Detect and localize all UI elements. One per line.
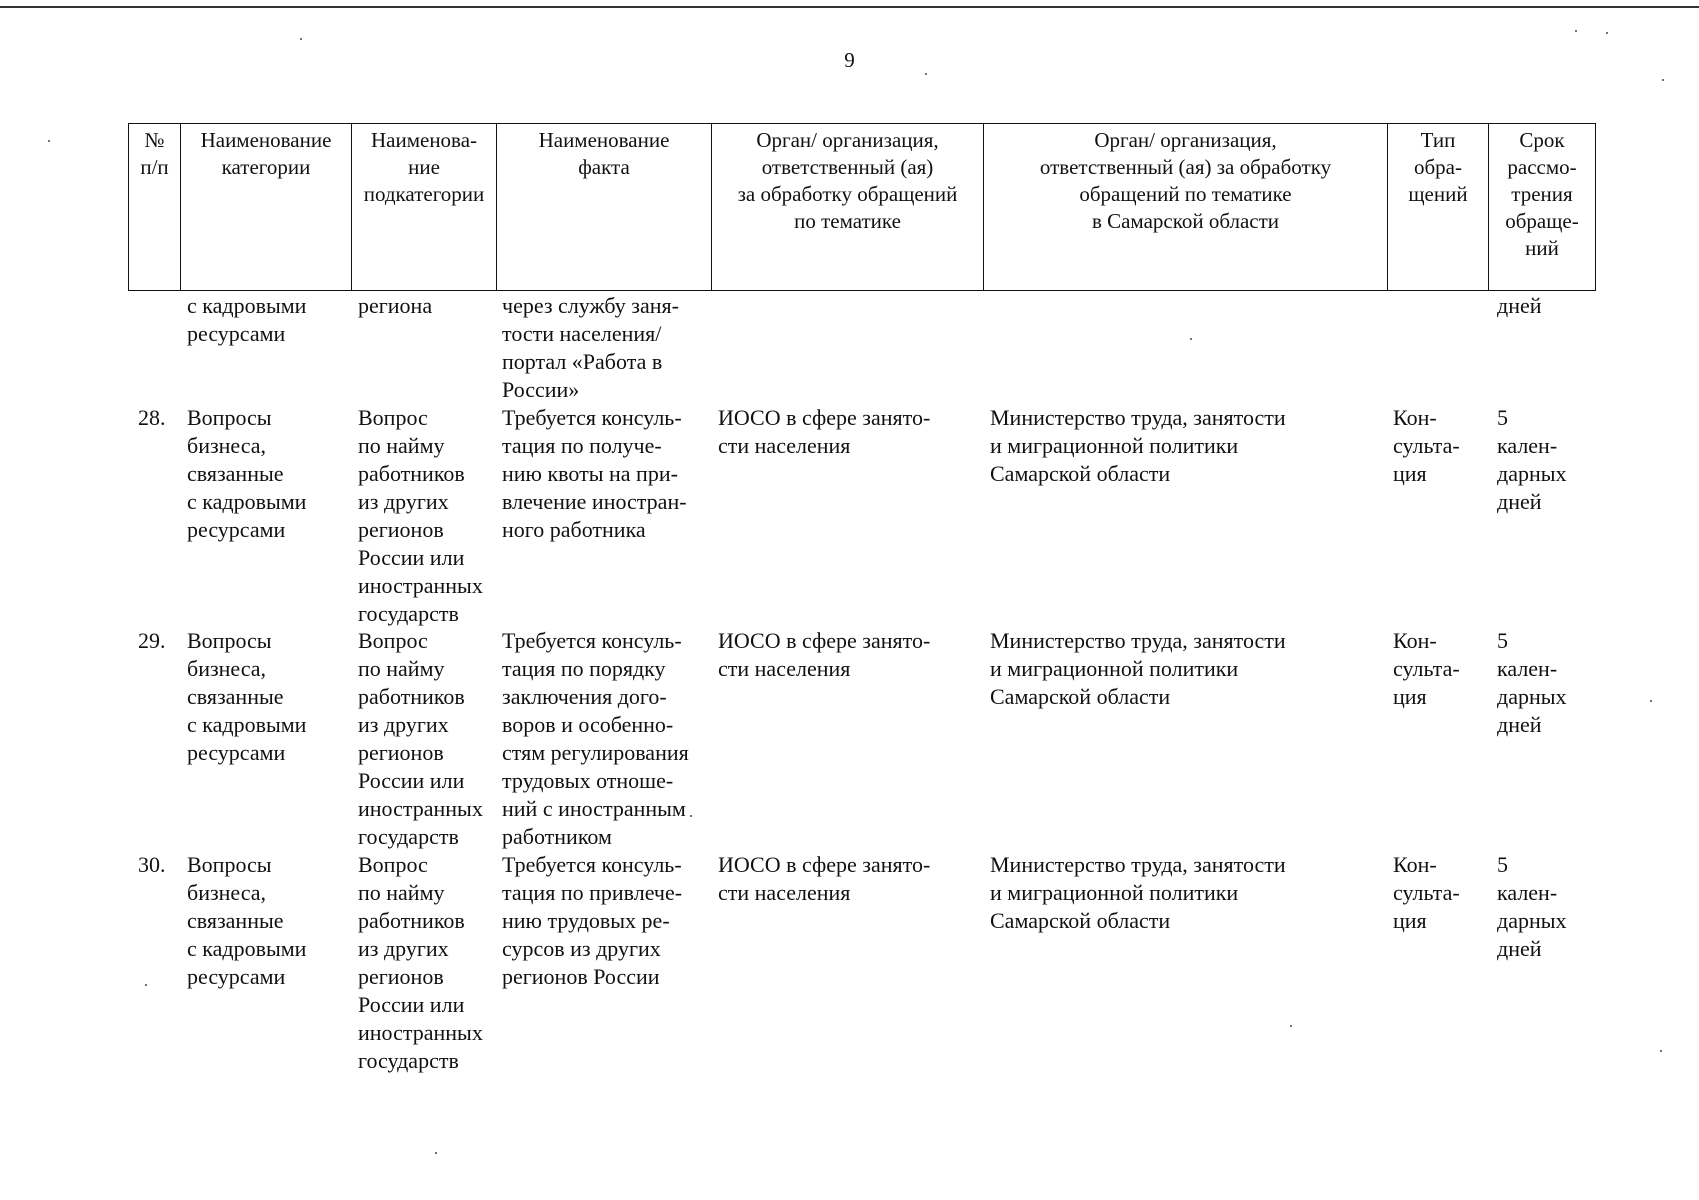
scan-speck — [1575, 30, 1577, 32]
scan-speck — [1660, 1050, 1662, 1052]
table-row — [0, 404, 1699, 656]
header-category: Наименование категории — [181, 124, 352, 291]
subcategory-cell: Вопрос по найму работников из других регионов России или иностранных государств — [358, 852, 483, 1073]
subcategory-cell: Вопрос по найму работников из других регионов России или иностранных государств — [358, 628, 483, 849]
row-number: 29. — [138, 628, 166, 653]
term-cell: 5 кален- дарных дней — [1497, 405, 1567, 514]
table-header — [128, 123, 1596, 291]
term-cell: 5 кален- дарных дней — [1497, 628, 1567, 737]
scan-speck — [435, 1152, 437, 1154]
table-row — [0, 851, 1699, 1103]
scan-speck — [1662, 79, 1664, 81]
top-rule — [0, 6, 1699, 8]
header-review-term: Срок рассмо- трения обраще- ний — [1489, 124, 1596, 291]
category-cell: Вопросы бизнеса, связанные с кадровыми ресурсами — [187, 628, 307, 765]
scan-speck — [925, 73, 927, 75]
regional-org-cell: Министерство труда, занятости и миграционной политики Самарской области — [990, 405, 1286, 486]
fact-cell: Требуется консуль- тация по порядку заключения дого- воров и особенно- стям регулирования трудовых отноше- ний с иностранным работником — [502, 628, 689, 849]
scan-speck — [1650, 700, 1652, 702]
header-responsible-org: Орган/ организация, ответственный (ая) за обработку обращений по тематике — [712, 124, 984, 291]
row-number: 28. — [138, 405, 166, 430]
header-number: № п/п — [129, 124, 181, 291]
scan-speck — [1606, 32, 1608, 34]
category-cell: Вопросы бизнеса, связанные с кадровыми ресурсами — [187, 852, 307, 989]
scan-speck — [48, 140, 50, 142]
header-subcategory: Наименова- ние подкатегории — [352, 124, 497, 291]
regional-org-cell: Министерство труда, занятости и миграционной политики Самарской области — [990, 852, 1286, 933]
responsible-org-cell: ИОСО в сфере занято- сти населения — [718, 405, 931, 458]
subcategory-cell: Вопрос по найму работников из других регионов России или иностранных государств — [358, 405, 483, 626]
header-fact: Наименование факта — [497, 124, 712, 291]
regional-org-cell: Министерство труда, занятости и миграционной политики Самарской области — [990, 628, 1286, 709]
scan-speck — [690, 815, 692, 817]
table-row — [0, 627, 1699, 879]
subcategory-cell: региона — [358, 293, 433, 318]
page-number: 9 — [844, 48, 855, 72]
scan-speck — [1290, 1025, 1292, 1027]
term-cell: дней — [1497, 293, 1542, 318]
term-cell: 5 кален- дарных дней — [1497, 852, 1567, 961]
responsible-org-cell: ИОСО в сфере занято- сти населения — [718, 852, 931, 905]
responsible-org-cell: ИОСО в сфере занято- сти населения — [718, 628, 931, 681]
scan-speck — [145, 984, 147, 986]
request-type-cell: Кон- сульта- ция — [1393, 852, 1460, 933]
header-request-type: Тип обра- щений — [1388, 124, 1489, 291]
fact-cell: Требуется консуль- тация по получе- нию квоты на при- влечение иностран- ного работника — [502, 405, 687, 542]
fact-cell: через службу заня- тости населения/ портал «Работа в России» — [502, 293, 679, 402]
category-cell: Вопросы бизнеса, связанные с кадровыми ресурсами — [187, 405, 307, 542]
fact-cell: Требуется консуль- тация по привлече- нию трудовых ре- сурсов из других регионов России — [502, 852, 683, 989]
request-type-cell: Кон- сульта- ция — [1393, 405, 1460, 486]
row-number: 30. — [138, 852, 166, 877]
request-type-cell: Кон- сульта- ция — [1393, 628, 1460, 709]
category-cell: с кадровыми ресурсами — [187, 293, 307, 346]
header-regional-org: Орган/ организация, ответственный (ая) за обработку обращений по тематике в Самарской области — [984, 124, 1388, 291]
scan-speck — [300, 38, 302, 40]
scan-speck — [1190, 338, 1192, 340]
